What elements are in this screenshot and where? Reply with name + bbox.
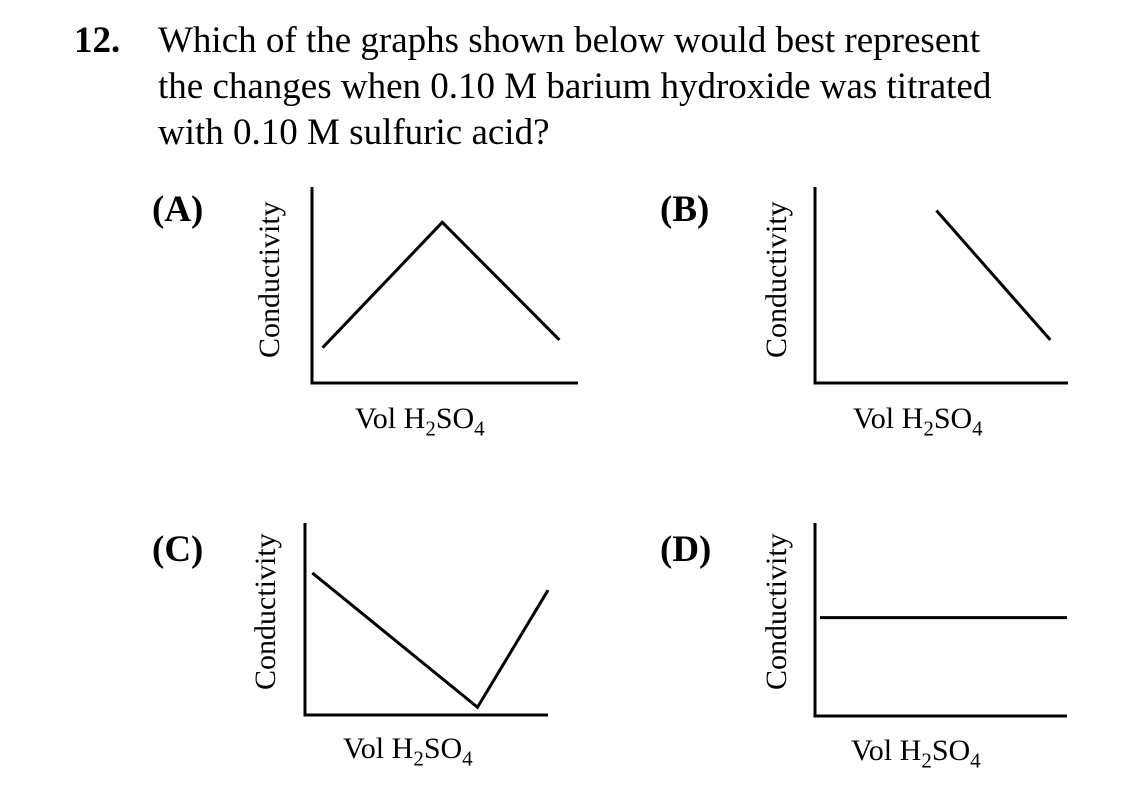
option-c-label[interactable]: (C) <box>152 529 204 570</box>
question-line-2: the changes when 0.10 M barium hydroxide was titrated <box>158 66 992 107</box>
graph-b-x-axis-label: Vol $H_2SO_4$ <box>853 402 983 441</box>
graph-d-x-axis-label: Vol $H_2SO_4$ <box>851 734 981 773</box>
graph-d-y-axis-label: Conductivity <box>760 533 793 690</box>
graph-a-conductivity-line <box>323 222 560 347</box>
graph-c-conductivity-line <box>312 573 548 707</box>
graph-a-y-axis-label: Conductivity <box>253 201 286 358</box>
graph-a-x-axis-label: Vol $H_2SO_4$ <box>355 402 485 441</box>
graph-b-conductivity-line <box>936 211 1050 340</box>
question-line-1: Which of the graphs shown below would best represent <box>158 20 981 61</box>
question-line-3: with 0.10 M sulfuric acid? <box>158 112 550 153</box>
graph-b-y-axis-label: Conductivity <box>760 201 793 358</box>
graph-c-x-axis-label: Vol $H_2SO_4$ <box>343 732 473 771</box>
question-number: 12. <box>74 20 121 61</box>
graph-c-y-axis-label: Conductivity <box>249 533 282 690</box>
option-b-label[interactable]: (B) <box>660 189 710 230</box>
option-a-label[interactable]: (A) <box>152 189 204 230</box>
option-d-label[interactable]: (D) <box>660 529 712 570</box>
